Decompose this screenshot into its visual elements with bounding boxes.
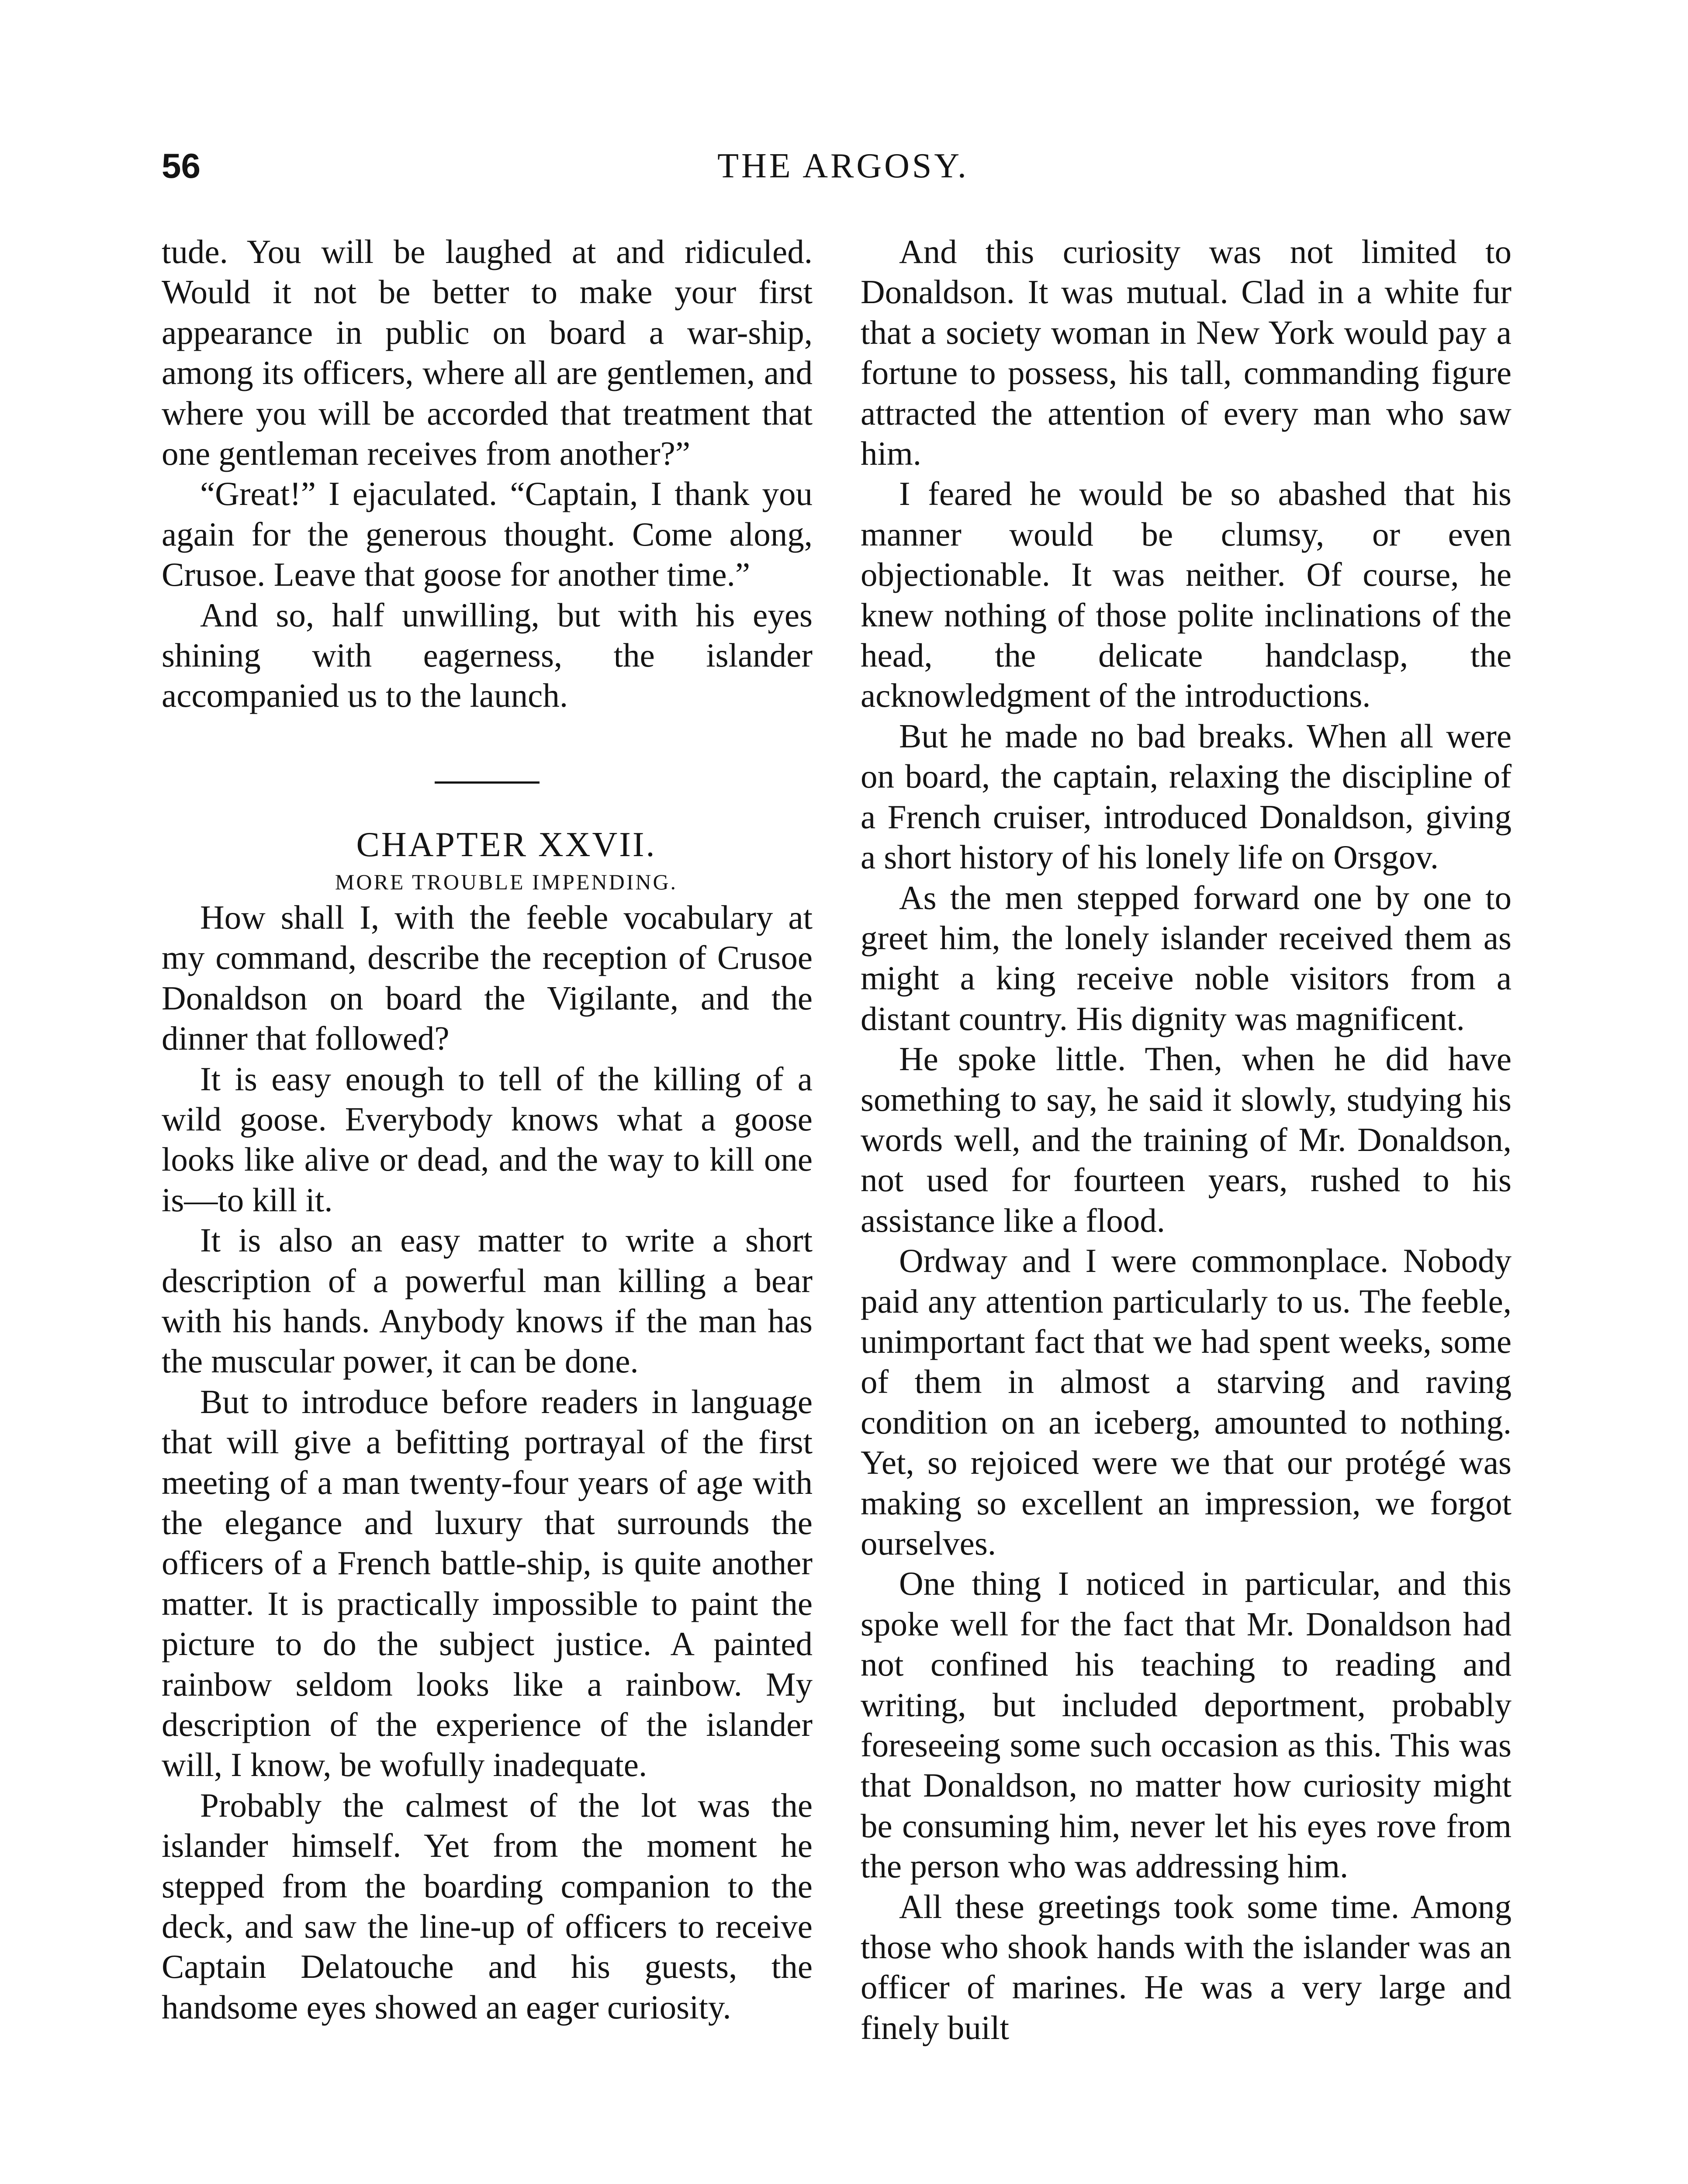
paragraph: One thing I noticed in particular, and this spoke well for the fact that Mr. Donaldson had not confined his teaching to reading and writing, but included deportment, probably foreseeing some such occasion as this. This was that Donaldson, no matter how curiosity might be consuming him, never let his eyes rove from the person who was addressing him. (861, 1565, 1512, 1885)
paragraph: But to introduce before readers in language that will give a befitting portrayal of the first meeting of a man twenty-four years of age with the elegance and luxury that surrounds the officers of a French battle-ship, is quite another matter. It is practically impossible to paint the picture to do the subject justice. A painted rainbow seldom looks like a rainbow. My description of the experience of the islander will, I know, be wofully inadequate. (162, 1382, 813, 1784)
section-divider (435, 781, 540, 784)
paragraph: Ordway and I were commonplace. Nobody paid any attention particularly to us. The feeble, unimportant fact that we had spent weeks, some of them in almost a starving and raving condition on an iceberg, amounted to nothing. Yet, so rejoiced were we that our protégé was making so excellent an impression, we forgot ourselves. (861, 1242, 1512, 1562)
paragraph: How shall I, with the feeble vocabulary at my command, describe the reception of Crusoe Donaldson on board the Vigilante, and the dinner that followed? (162, 898, 813, 1057)
running-head: THE ARGOSY. (717, 147, 969, 185)
paragraph: All these greetings took some time. Among those who shook hands with the islander was an officer of marines. He was a very large and finely built (861, 1887, 1512, 2046)
page-header (162, 144, 1525, 197)
paragraph: And so, half unwilling, but with his eyes shining with eagerness, the islander accompanied us to the launch. (162, 596, 813, 715)
paragraph: Probably the calmest of the lot was the islander himself. Yet from the moment he stepped from the boarding companion to the deck, and saw the line-up of officers to receive Captain Delatouche and his guests, the handsome eyes showed an eager curiosity. (162, 1786, 813, 2026)
paragraph: I feared he would be so abashed that his manner would be clumsy, or even objectionable. It was neither. Of course, he knew nothing of those polite inclinations of the head, the delicate handclasp, the acknowledgment of the introductions. (861, 475, 1512, 715)
right-column (861, 232, 1512, 2048)
paragraph: It is also an easy matter to write a short description of a powerful man killing a bear with his hands. Anybody knows if the man has the muscular power, it can be done. (162, 1221, 813, 1380)
paragraph: He spoke little. Then, when he did have something to say, he said it slowly, studying his words well, and the training of Mr. Donaldson, not used for fourteen years, rushed to his assistance like a flood. (861, 1040, 1512, 1239)
chapter-subtitle: MORE TROUBLE IMPENDING. (335, 869, 678, 894)
paragraph: “Great!” I ejaculated. “Captain, I thank you again for the generous thought. Come along, Crusoe. Leave that goose for another time.” (162, 475, 813, 594)
page-number: 56 (162, 146, 201, 185)
paragraph: tude. You will be laughed at and ridiculed. Would it not be better to make your first appearance in public on board a war-ship, among its officers, where all are gentlemen, and where you will be accorded that treatment that one gentleman receives from another?” (162, 233, 813, 473)
left-column (162, 232, 813, 2027)
paragraph: As the men stepped forward one by one to greet him, the lonely islander received them as might a king receive noble visitors from a distant country. His dignity was magnificent. (861, 878, 1512, 1037)
paragraph: And this curiosity was not limited to Donaldson. It was mutual. Clad in a white fur that a society woman in New York would pay a fortune to possess, his tall, commanding figure attracted the attention of every man who saw him. (861, 233, 1512, 473)
paragraph: It is easy enough to tell of the killing of a wild goose. Everybody knows what a goose looks like alive or dead, and the way to kill one is—to kill it. (162, 1060, 813, 1219)
paragraph: But he made no bad breaks. When all were on board, the captain, relaxing the discipline of a French cruiser, introduced Donaldson, giving a short history of his lonely life on Orsgov. (861, 717, 1512, 876)
chapter-title: CHAPTER XXVII. (356, 825, 657, 864)
